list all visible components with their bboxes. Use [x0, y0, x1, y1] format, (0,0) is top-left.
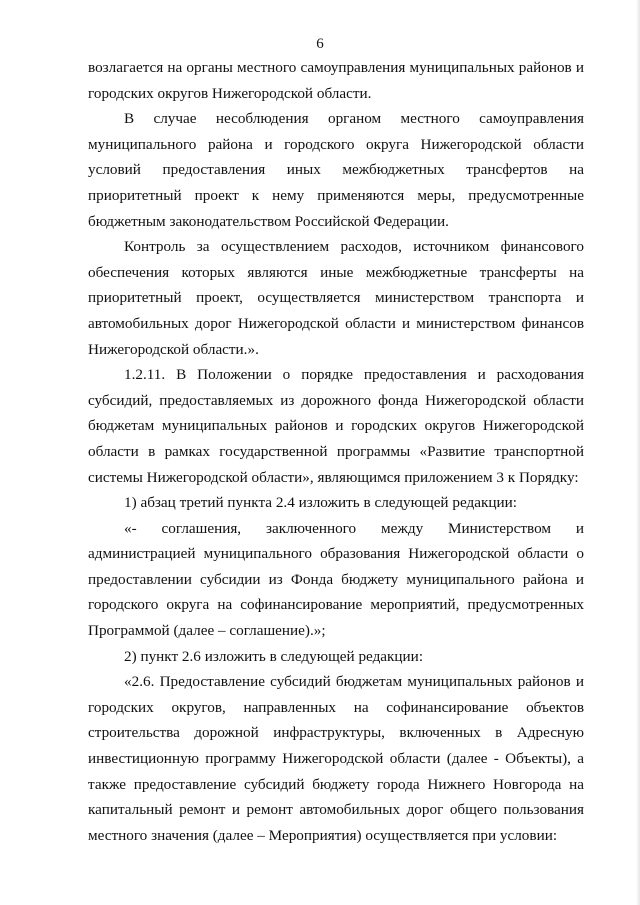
paragraph-8: «2.6. Предоставление субсидий бюджетам муниципальных районов и городских округов, направленных на софинансирование объектов строительства дорожной инфраструктуры, включенных в Адресную инвестиционную программу Нижегородской области (далее - Объекты), а также предоставление субсидий бюджету города Нижнего Новгорода на капитальный ремонт и ремонт автомобильных дорог общего пользования местного значения (далее – Мероприятия) осуществляется при условии: — [88, 673, 584, 844]
paragraph-6: «- соглашения, заключенного между Министерством и администрацией муниципального образования Нижегородской области о предоставлении субсидии из Фонда бюджету муниципального района и городского округа на софинансирование мероприятий, предусмотренных Программой (далее – соглашение).»; — [88, 519, 584, 640]
paragraph-1: возлагается на органы местного самоуправления муниципальных районов и городских округов Нижегородской области. — [88, 59, 584, 102]
paragraph-4: 1.2.11. В Положении о порядке предоставления и расходования субсидий, предоставляемых из дорожного фонда Нижегородской области бюджетам муниципальных районов и городских округов Нижегородской области в рамках государственной программы «Развитие транспортной системы Нижегородской области», являющимся приложением 3 к Порядку: — [88, 366, 584, 486]
paragraph-2: В случае несоблюдения органом местного самоуправления муниципального района и городского округа Нижегородской области условий предоставления иных межбюджетных трансфертов на приоритетный проект к нему применяются меры, предусмотренные бюджетным законодательством Российской Федерации. — [88, 110, 584, 230]
scan-edge-shadow — [636, 0, 640, 905]
paragraph-5: 1) абзац третий пункта 2.4 изложить в следующей редакции: — [124, 494, 517, 512]
page-number: 6 — [316, 36, 324, 52]
paragraph-3: Контроль за осуществлением расходов, источником финансового обеспечения которых являются иные межбюджетные трансферты на приоритетный проект, осуществляется министерством транспорта и автомобильных дорог Нижегородской области и министерством финансов Нижегородской области.». — [88, 238, 584, 358]
paragraph-7: 2) пункт 2.6 изложить в следующей редакции: — [124, 647, 424, 665]
document-body — [88, 55, 584, 848]
